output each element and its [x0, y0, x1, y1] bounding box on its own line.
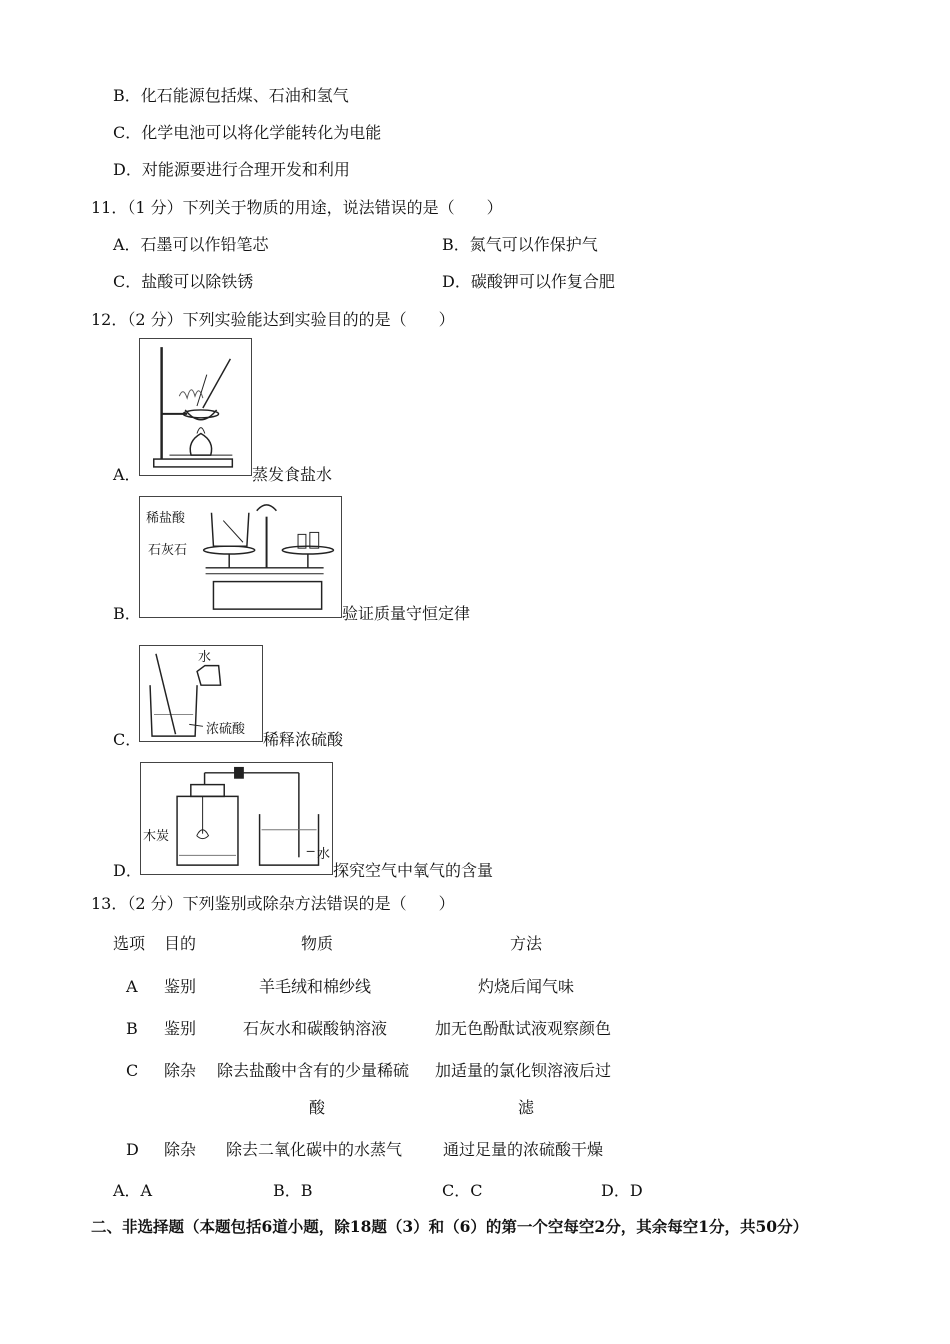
- oxygen-content-apparatus-figure: [140, 762, 333, 875]
- table-row-c-method-cont: 滤: [518, 1098, 535, 1117]
- table-row-d-method: 通过足量的浓硫酸干燥: [443, 1140, 604, 1159]
- table-row-b-option: B: [126, 1019, 138, 1038]
- table-row-d-substance: 除去二氧化碳中的水蒸气: [226, 1140, 403, 1159]
- label-conc-sulfuric-acid: 浓硫酸: [206, 722, 246, 737]
- q12-option-d-text: 探究空气中氧气的含量: [333, 861, 494, 880]
- q13-answer-b: B．B: [273, 1181, 313, 1200]
- balance-apparatus-figure: [139, 496, 342, 618]
- q10-option-c: C．化学电池可以将化学能转化为电能: [113, 123, 382, 142]
- q12-option-b-letter: B．: [113, 604, 141, 623]
- table-row-a-method: 灼烧后闻气味: [478, 977, 575, 996]
- q12-option-c-letter: C．: [113, 730, 142, 749]
- label-limestone: 石灰石: [148, 543, 188, 558]
- table-header-option: 选项: [113, 934, 146, 953]
- table-header-substance: 物质: [301, 934, 334, 953]
- table-row-c-substance: 除去盐酸中含有的少量稀硫: [217, 1061, 410, 1080]
- q12-option-d-letter: D．: [113, 861, 142, 880]
- table-row-c-purpose: 除杂: [164, 1061, 197, 1080]
- evaporation-apparatus-figure: [139, 338, 252, 476]
- q11-option-d: D．碳酸钾可以作复合肥: [442, 272, 615, 291]
- q11-option-c: C．盐酸可以除铁锈: [113, 272, 254, 291]
- table-header-method: 方法: [510, 934, 543, 953]
- q11-option-b: B．氮气可以作保护气: [442, 235, 598, 254]
- label-water: 水: [198, 650, 212, 665]
- dilution-apparatus-figure: [139, 645, 263, 742]
- q13-answer-c: C．C: [442, 1181, 483, 1200]
- section-heading: 二、非选择题（本题包括6道小题，除18题（3）和（6）的第一个空每空2分，其余每空1分，共50分）: [91, 1217, 809, 1236]
- table-row-b-method: 加无色酚酞试液观察颜色: [435, 1019, 612, 1038]
- q10-option-d: D．对能源要进行合理开发和利用: [113, 160, 350, 179]
- q10-option-b: B．化石能源包括煤、石油和氢气: [113, 86, 349, 105]
- q12-option-c-text: 稀释浓硫酸: [263, 730, 344, 749]
- q12-option-a-letter: A．: [113, 465, 141, 484]
- table-row-b-purpose: 鉴别: [164, 1019, 197, 1038]
- label-dilute-hcl: 稀盐酸: [146, 511, 186, 526]
- table-row-b-substance: 石灰水和碳酸钠溶液: [243, 1019, 388, 1038]
- q13-answer-d: D．D: [601, 1181, 643, 1200]
- q12-option-a-text: 蒸发食盐水: [252, 465, 333, 484]
- table-row-a-purpose: 鉴别: [164, 977, 197, 996]
- q11-stem: 11．（1 分）下列关于物质的用途，说法错误的是（ ）: [91, 198, 503, 217]
- table-header-purpose: 目的: [164, 934, 197, 953]
- table-row-c-substance-cont: 酸: [309, 1098, 326, 1117]
- q11-option-a: A．石墨可以作铅笔芯: [113, 235, 269, 254]
- q12-option-b-text: 验证质量守恒定律: [342, 604, 471, 623]
- q12-stem: 12．（2 分）下列实验能达到实验目的的是（ ）: [91, 310, 455, 329]
- q13-answer-a: A．A: [113, 1181, 153, 1200]
- table-row-a-substance: 羊毛绒和棉纱线: [259, 977, 372, 996]
- table-row-c-option: C: [126, 1061, 139, 1080]
- table-row-d-purpose: 除杂: [164, 1140, 197, 1159]
- table-row-a-option: A: [126, 977, 138, 996]
- label-charcoal: 木炭: [143, 829, 170, 844]
- q13-stem: 13．（2 分）下列鉴别或除杂方法错误的是（ ）: [91, 894, 455, 913]
- table-row-c-method: 加适量的氯化钡溶液后过: [435, 1061, 612, 1080]
- label-water-beaker: 水: [317, 847, 331, 862]
- table-row-d-option: D: [126, 1140, 139, 1159]
